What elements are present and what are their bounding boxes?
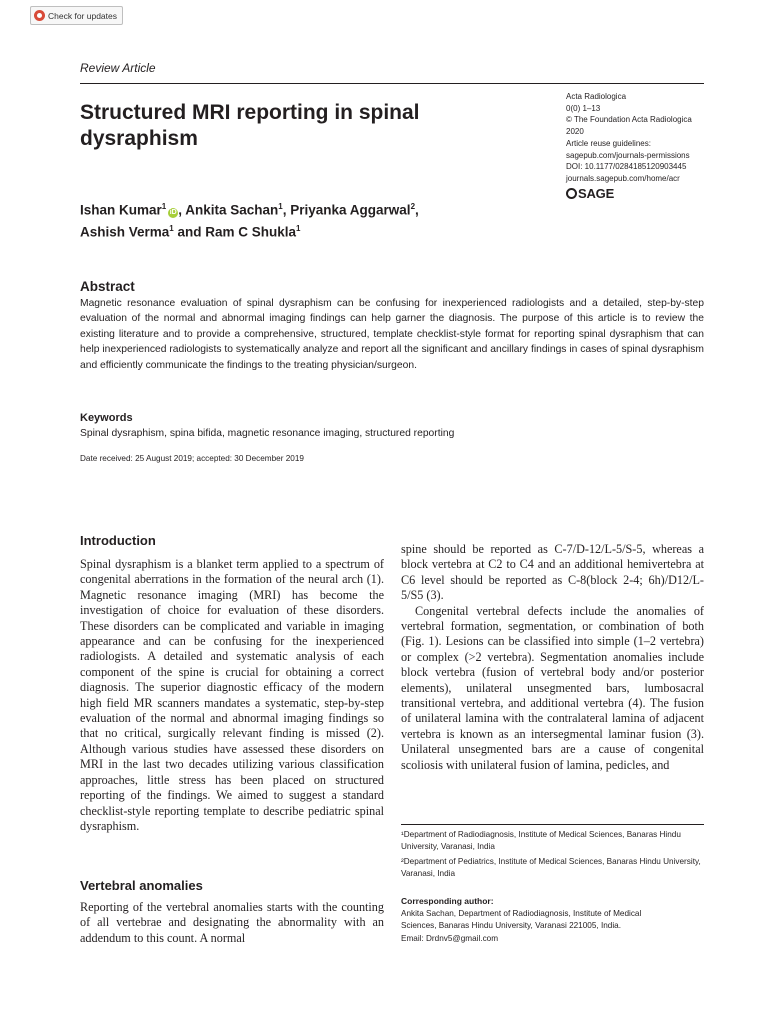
year: 2020: [566, 127, 584, 137]
affiliation-2: ²Department of Pediatrics, Institute of Medical Sciences, Banaras Hindu University, Varanasi, India: [401, 857, 701, 878]
keywords-text: Spinal dysraphism, spina bifida, magnetic resonance imaging, structured reporting: [80, 428, 455, 439]
corresponding-author: [401, 908, 704, 945]
copyright: © The Foundation Acta Radiologica: [566, 115, 692, 125]
author-name: Ashish Verma: [80, 224, 170, 239]
article-title: Structured MRI reporting in spinal dysraphism: [80, 101, 420, 150]
right-column-text: [401, 542, 704, 773]
corresponding-author-line: Ankita Sachan, Department of Radiodiagnosis, Institute of Medical: [401, 909, 642, 918]
keywords-heading: Keywords: [80, 412, 133, 424]
abstract-heading: Abstract: [80, 279, 135, 294]
affiliation-1: ¹Department of Radiodiagnosis, Institute of Medical Sciences, Banaras Hindu University, Varanasi, India: [401, 830, 681, 851]
author-name: Priyanka Aggarwal: [290, 202, 411, 218]
check-for-updates-badge[interactable]: [30, 6, 123, 25]
check-for-updates-label: Check for updates: [48, 10, 117, 21]
corresponding-author-email[interactable]: Email: Drdnv5@gmail.com: [401, 933, 499, 943]
sage-logo: [566, 186, 614, 201]
introduction-text: Spinal dysraphism is a blanket term applied to a spectrum of congenital aberrations in the formation of the neural arch (1). Magnetic resonance imaging (MRI) has become the investigation of choice for evaluation of these disorders. These disorders can be complicated and variable in imaging appearance and can be confusing for the inexperienced radiologists. A detailed and systematic analysis of each component of the spine is crucial for obtaining a correct diagnosis. The superior diagnostic efficacy of the modern high field MR scanners mandates a systematic, step-by-step evaluation of the normal and abnormal imaging findings so that no critical, surgically relevant finding is missed (2). Although various studies have assessed these disorders on MRI in the last two decades utilizing various classification approaches, little stress has been placed on structured reporting of the findings. We aimed to suggest a standard checklist-style reporting template to describe pediatric spinal dysraphism.: [80, 557, 384, 833]
author-list: Ishan Kumar$^1$iD , Ankita Sachan$^1$, Priyanka Aggarwal$^2$, Ashish Verma$^1$ and Ram C Shukla$^1$: [80, 202, 419, 239]
author-name: Ram C Shukla: [205, 224, 297, 239]
footnote-rule: [401, 824, 704, 825]
doi[interactable]: DOI: 10.1177/0284185120903445: [566, 162, 687, 172]
author-name: Ishan Kumar: [80, 202, 162, 218]
abstract-text: Magnetic resonance evaluation of spinal dysraphism can be confusing for inexperienced radiologists and a detailed, step-by-step evaluation of the normal and abnormal imaging findings can help garner the diagnosis. The purpose of this article is to review the existing literature and to provide a comprehensive, structured, template checklist-style format for reporting spinal dysraphism that can help inexperienced radiologists to systematically analyze and report all the significant and ancillary findings in cases of spinal dysraphism and efficiently communicate the findings to the treating physician/surgeon.: [80, 298, 704, 371]
author-affiliation: 1: [169, 223, 174, 233]
author-affiliation: 1: [161, 202, 167, 211]
journal-link[interactable]: journals.sagepub.com/home/acr: [566, 173, 680, 183]
sage-logo-text: SAGE: [578, 186, 615, 201]
article-type: Review Article: [80, 61, 156, 75]
introduction-heading: Introduction: [80, 533, 156, 548]
author-affiliation: 1: [278, 202, 283, 211]
header-rule: [80, 83, 704, 84]
sage-logo-icon: [566, 188, 577, 199]
received-dates: Date received: 25 August 2019; accepted: 30 December 2019: [80, 454, 304, 463]
reuse-label: Article reuse guidelines:: [566, 138, 651, 148]
vertebral-anomalies-text: Reporting of the vertebral anomalies starts with the counting of all vertebrae and designating the abnormality with an addendum to this count. A normal: [80, 900, 384, 945]
paragraph: spine should be reported as C-7/D-12/L-5/S-5, whereas a block vertebra at C2 to C4 and an additional hemivertebra at C6 level should be reported as C-8(block 2-4; 6h)/D12/L-5/S5 (3).: [401, 542, 704, 603]
vertebral-anomalies-heading: Vertebral anomalies: [80, 878, 203, 893]
journal-volume: 0(0) 1–13: [566, 103, 601, 113]
journal-name: Acta Radiologica: [566, 92, 627, 101]
author-affiliation: 1: [296, 223, 301, 233]
journal-info: [566, 91, 716, 185]
crossmark-icon: [34, 10, 45, 21]
author-affiliation: 2: [410, 202, 416, 211]
corresponding-author-line: Sciences, Banaras Hindu University, Varanasi 221005, India.: [401, 921, 621, 931]
paragraph: Congenital vertebral defects include the anomalies of vertebral formation, segmentation, or combination of both (Fig. 1). Lesions can be classified into simple (1–2 vertebra) or complex (>2 vertebra). Segmentation anomalies include block vertebra (fusion of vertebral body and/or posterior elements), unilateral unsegmented bars, lumbosacral transitional vertebra, and additional vertebra (4). The fusion of unilateral lamina with the contralateral lamina of adjacent vertebra is known as an intersegmental laminar fusion (3). Unilateral unsegmented bars are a cause of congenital scoliosis with unilateral fusion of lamina, pedicles, and: [401, 603, 704, 772]
reuse-link[interactable]: sagepub.com/journals-permissions: [566, 150, 690, 160]
corresponding-author-heading: Corresponding author:: [401, 896, 494, 906]
author-name: Ankita Sachan: [185, 202, 279, 218]
orcid-icon[interactable]: iD: [169, 208, 177, 216]
